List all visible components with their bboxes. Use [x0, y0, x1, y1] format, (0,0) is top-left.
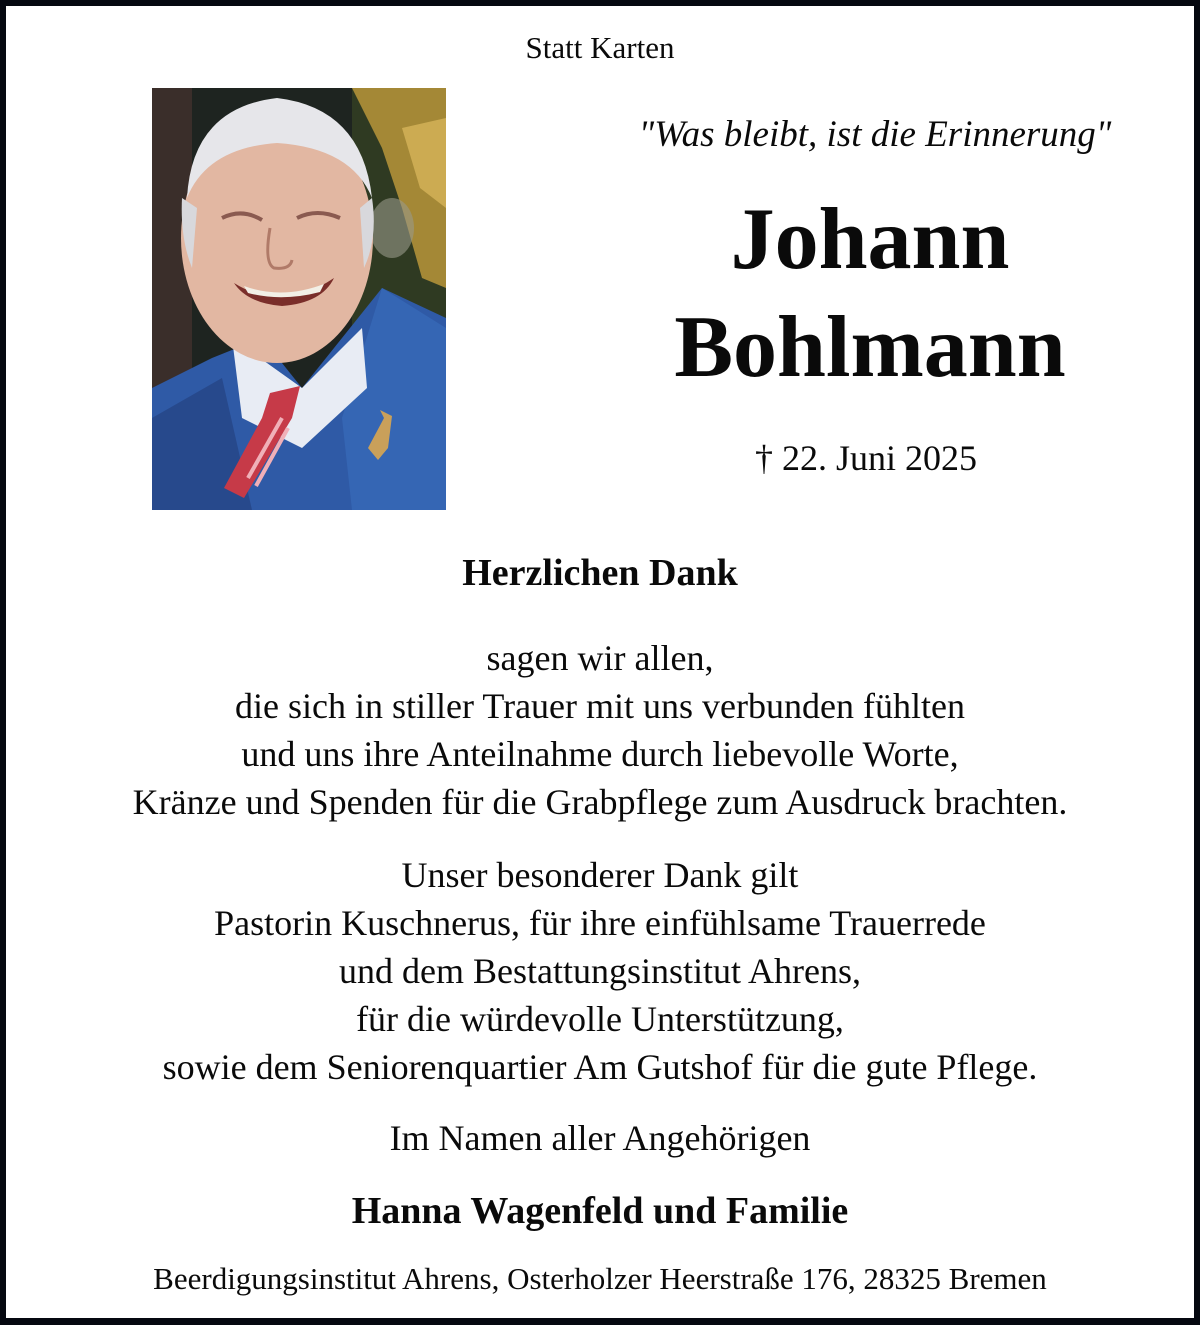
text-line: Unser besonderer Dank gilt	[401, 855, 799, 895]
text-line: die sich in stiller Trauer mit uns verbunden fühlten	[235, 686, 965, 726]
deceased-first-name: Johann	[730, 191, 1010, 288]
text-line: und dem Bestattungsinstitut Ahrens,	[339, 951, 861, 991]
text-line: Kränze und Spenden für die Grabpflege zum Ausdruck brachten.	[132, 782, 1068, 822]
death-date: 22. Juni 2025	[781, 438, 977, 478]
thanks-paragraph-1	[0, 634, 1200, 826]
thanks-heading: Herzlichen Dank	[462, 552, 738, 594]
death-date-line	[556, 436, 1176, 480]
thanks-paragraph-2	[0, 851, 1200, 1091]
memorial-quote: "Was bleibt, ist die Erinnerung"	[638, 114, 1112, 155]
signature-intro: Im Namen aller Angehörigen	[389, 1118, 811, 1158]
portrait-photo	[152, 88, 446, 510]
statt-karten-label: Statt Karten	[525, 30, 675, 65]
deceased-last-name: Bohlmann	[674, 299, 1066, 396]
text-line: Pastorin Kuschnerus, für ihre einfühlsame Trauerrede	[214, 903, 986, 943]
text-line: und uns ihre Anteilnahme durch liebevolle Worte,	[241, 734, 959, 774]
dagger-icon: †	[754, 438, 773, 478]
text-line: sowie dem Seniorenquartier Am Gutshof für die gute Pflege.	[162, 1047, 1038, 1087]
portrait-image	[152, 88, 446, 510]
text-line: für die würdevolle Unterstützung,	[356, 999, 844, 1039]
text-line: sagen wir allen,	[486, 638, 714, 678]
signature-names: Hanna Wagenfeld und Familie	[351, 1190, 849, 1232]
funeral-home-footer: Beerdigungsinstitut Ahrens, Osterholzer Heerstraße 176, 28325 Bremen	[153, 1261, 1047, 1296]
